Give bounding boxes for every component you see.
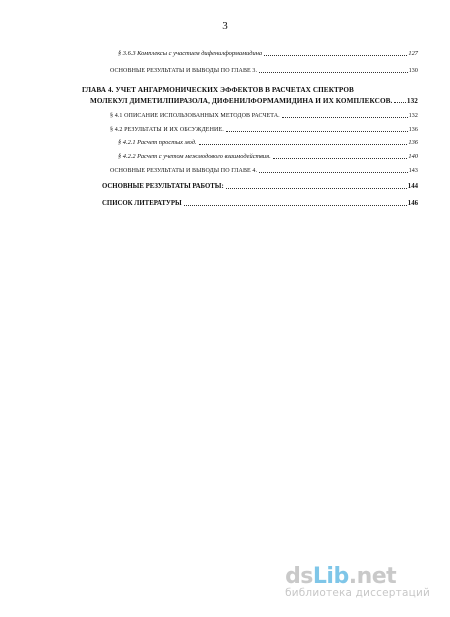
leader-dots <box>199 144 408 145</box>
toc-entry-page: 136 <box>408 127 418 133</box>
toc-entry-page: 146 <box>407 200 418 207</box>
toc-entry-label: СПИСОК ЛИТЕРАТУРЫ <box>102 200 182 207</box>
leader-dots <box>259 172 408 173</box>
dslib-logo: dsLib.net <box>285 564 397 589</box>
toc-entry-4-2-1 <box>118 139 418 147</box>
toc-entry-label: § 4.1 ОПИСАНИЕ ИСПОЛЬЗОВАННЫХ МЕТОДОВ РАСЧЕТА. <box>110 113 280 119</box>
toc-entry-page: 127 <box>408 50 418 57</box>
toc-entry-page: 136 <box>408 139 418 146</box>
toc-entry-conclusions-ch4 <box>110 167 418 175</box>
toc-entry-label: § 4.2.1 Расчет простых мод. <box>118 139 197 146</box>
toc-entry-conclusions-ch3 <box>110 67 418 75</box>
toc-entry-label: ОСНОВНЫЕ РЕЗУЛЬТАТЫ РАБОТЫ: <box>102 183 224 190</box>
toc-entry-page: 132 <box>408 113 418 119</box>
toc-entry-page: 144 <box>407 183 418 190</box>
toc-entry-label: ОСНОВНЫЕ РЕЗУЛЬТАТЫ И ВЫВОДЫ ПО ГЛАВЕ 4. <box>110 168 258 174</box>
toc-entry-page: 140 <box>408 153 418 160</box>
leader-dots <box>226 188 407 189</box>
dslib-watermark <box>285 564 430 599</box>
leader-dots <box>226 131 408 132</box>
toc-entry-page: 130 <box>408 68 418 74</box>
leader-dots <box>394 102 405 103</box>
chapter-4-title-line2 <box>90 97 418 105</box>
toc-entry-references <box>102 200 418 208</box>
toc-entry-label: § 4.2.2 Расчет с учетом межмодового взаимодействия. <box>118 153 271 160</box>
page-number: 3 <box>222 20 228 32</box>
toc-entry-label: § 4.2 РЕЗУЛЬТАТЫ И ИХ ОБСУЖДЕНИЕ. <box>110 127 224 133</box>
toc-entry-4-1 <box>110 112 418 120</box>
leader-dots <box>273 158 408 159</box>
chapter-4-page: 132 <box>406 97 418 105</box>
leader-dots <box>259 72 408 73</box>
leader-dots <box>184 205 407 206</box>
leader-dots <box>264 55 407 56</box>
dslib-tagline: библиотека диссертаций <box>285 587 430 599</box>
toc-entry-page: 143 <box>408 168 418 174</box>
toc-entry-label: § 3.6.3 Комплексы с участием дифенилформамидина <box>118 50 263 57</box>
toc-entry-4-2-2 <box>118 153 418 161</box>
toc-entry-main-results <box>102 183 418 191</box>
leader-dots <box>282 117 408 118</box>
chapter-4-title-line1: ГЛАВА 4. УЧЕТ АНГАРМОНИЧЕСКИХ ЭФФЕКТОВ В РАСЧЕТАХ СПЕКТРОВ <box>82 86 354 94</box>
chapter-4-title-text: МОЛЕКУЛ ДИМЕТИЛПИРАЗОЛА, ДИФЕНИЛФОРМАМИДИНА И ИХ КОМПЛЕКСОВ. <box>90 97 393 105</box>
toc-entry-3-6-3 <box>118 50 418 58</box>
toc-entry-label: ОСНОВНЫЕ РЕЗУЛЬТАТЫ И ВЫВОДЫ ПО ГЛАВЕ 3. <box>110 68 258 74</box>
toc-entry-4-2 <box>110 126 418 134</box>
